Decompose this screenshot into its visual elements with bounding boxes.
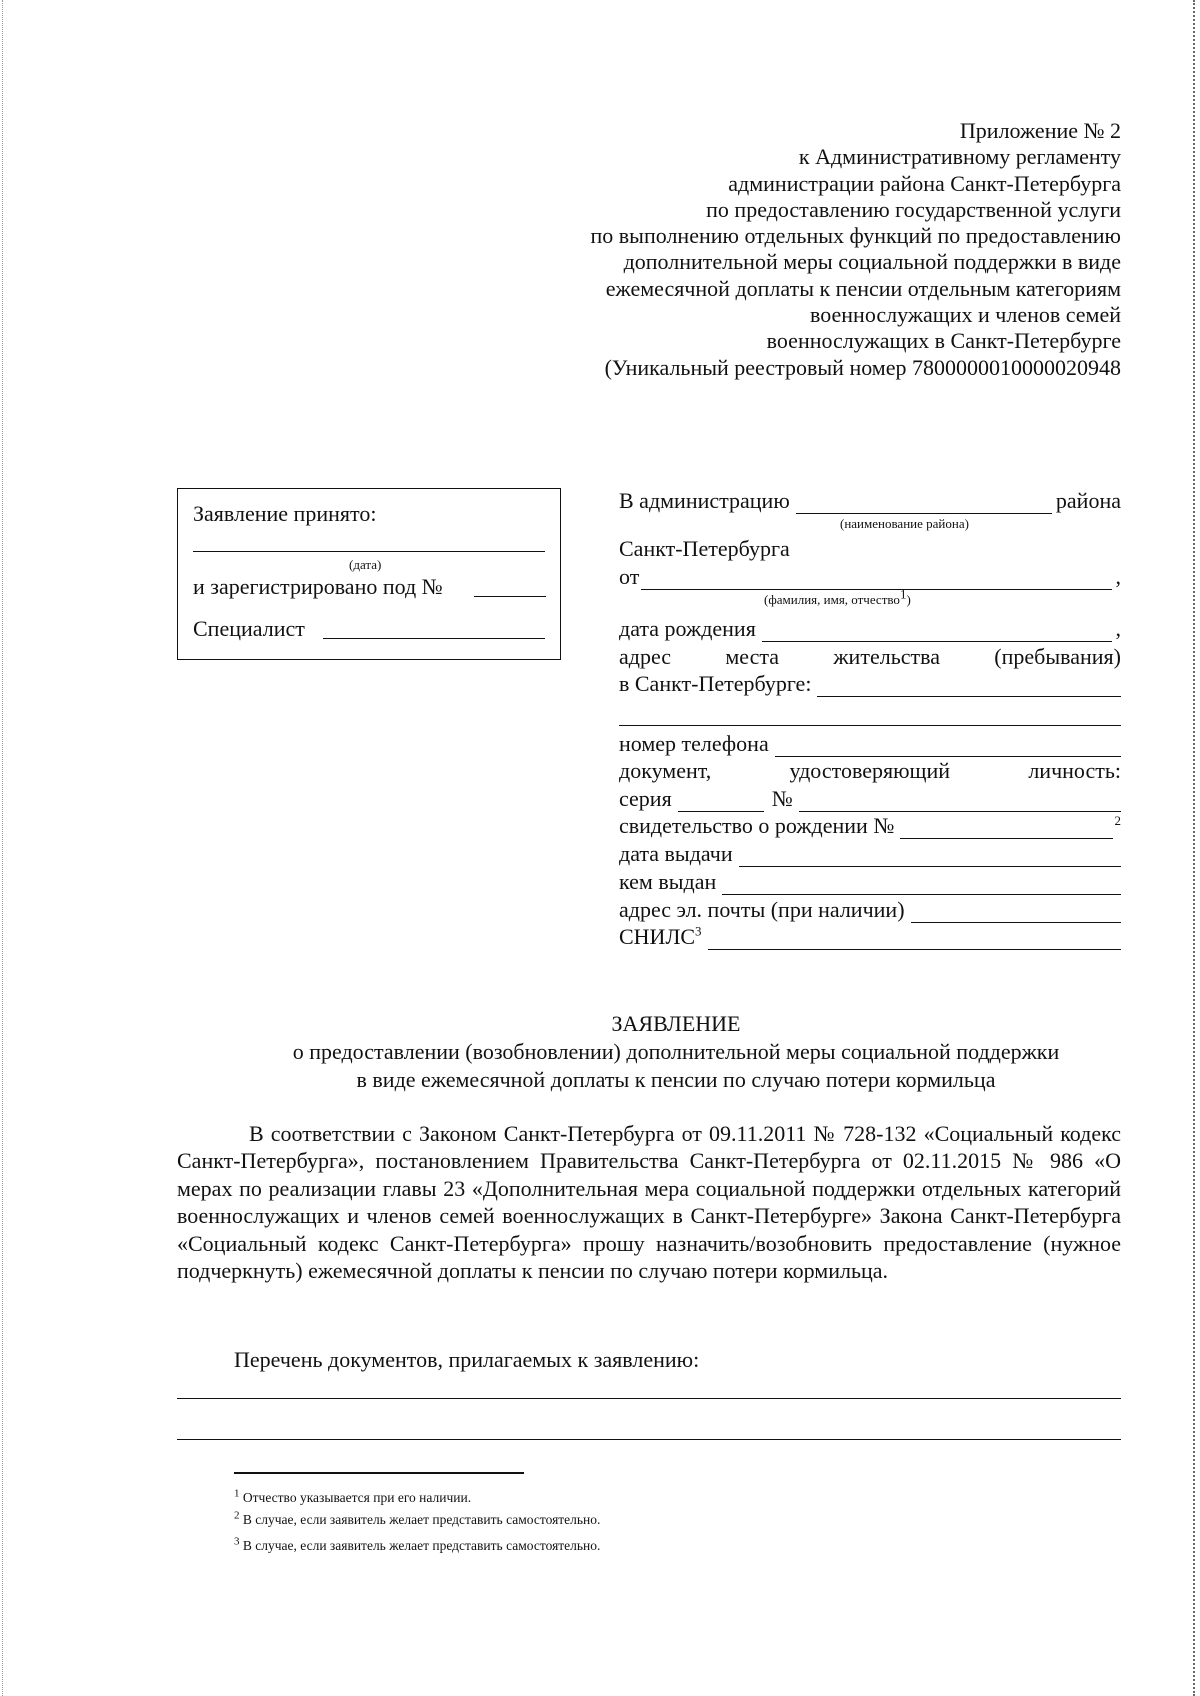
statement-subtitle: о предоставлении (возобновлении) дополнительной меры социальной поддержки bbox=[292, 1039, 1060, 1064]
address-row bbox=[619, 642, 1121, 670]
email-label: адрес эл. почты (при наличии) bbox=[619, 897, 905, 922]
birth-cert-label: свидетельство о рождении № bbox=[619, 813, 895, 838]
birth-label: дата рождения bbox=[619, 616, 756, 641]
email-row bbox=[619, 895, 1121, 923]
district-caption: (наименование района) bbox=[840, 516, 969, 531]
address-field[interactable] bbox=[817, 674, 1121, 697]
footnote-mark: 2 bbox=[234, 1509, 240, 1522]
accepted-date-field[interactable] bbox=[193, 551, 545, 552]
city-row bbox=[619, 534, 1121, 562]
city-label: Санкт-Петербурга bbox=[619, 536, 790, 561]
address-word: места bbox=[725, 644, 780, 669]
name-caption-note: 1 bbox=[899, 586, 907, 602]
specialist-label: Специалист bbox=[193, 616, 305, 641]
footnote-mark: 1 bbox=[234, 1487, 240, 1500]
birth-date-field[interactable] bbox=[762, 619, 1112, 642]
header-line: (Уникальный реестровый номер 7800000010000020948 bbox=[604, 354, 1121, 380]
name-caption bbox=[764, 586, 911, 608]
series-field[interactable] bbox=[678, 789, 764, 812]
registered-label: и зарегистрировано под № bbox=[193, 574, 443, 599]
birth-cert-row: свидетельство о рождении № $^2$ bbox=[619, 813, 1121, 838]
header-line: дополнительной меры социальной поддержки в виде bbox=[623, 249, 1121, 275]
email-field[interactable] bbox=[911, 900, 1121, 923]
series-row bbox=[619, 784, 1121, 812]
id-word: удостоверяющий bbox=[789, 758, 951, 783]
statement-title: ЗАЯВЛЕНИЕ bbox=[611, 1011, 741, 1036]
comma: , bbox=[1115, 564, 1121, 589]
footnote-text: В случае, если заявитель желает представить самостоятельно. bbox=[242, 1538, 601, 1553]
footnote-text: Отчество указывается при его наличии. bbox=[242, 1490, 472, 1505]
header-line: Приложение № 2 bbox=[959, 118, 1121, 143]
address-word: адрес bbox=[619, 644, 672, 669]
footnote bbox=[234, 1487, 472, 1506]
date-caption: (дата) bbox=[349, 557, 382, 572]
documents-field[interactable] bbox=[177, 1439, 1121, 1440]
address-city-label: в Санкт-Петербурге: bbox=[619, 671, 812, 696]
admin-prefix: В администрацию bbox=[619, 488, 790, 513]
footnote-text: В случае, если заявитель желает представить самостоятельно. bbox=[242, 1512, 601, 1527]
header-line: ежемесячной доплаты к пенсии отдельным категориям bbox=[605, 275, 1121, 301]
header-line: администрации района Санкт-Петербурга bbox=[728, 170, 1121, 196]
doc-number-field[interactable] bbox=[799, 789, 1121, 812]
issue-date-row bbox=[619, 839, 1121, 867]
specialist-field[interactable] bbox=[323, 638, 545, 639]
comma: , bbox=[1115, 616, 1121, 641]
full-name-field[interactable] bbox=[641, 567, 1111, 590]
from-label: от bbox=[619, 564, 640, 589]
applicant-form bbox=[619, 486, 1121, 956]
birth-cert-field[interactable] bbox=[900, 816, 1112, 839]
statement-subtitle: в виде ежемесячной доплаты к пенсии по случаю потери кормильца bbox=[356, 1067, 996, 1092]
address-word: жительства bbox=[833, 644, 940, 669]
birth-row bbox=[619, 614, 1121, 642]
address-field-continued[interactable] bbox=[619, 703, 1121, 726]
documents-list-label: Перечень документов, прилагаемых к заявлению: bbox=[234, 1347, 700, 1372]
id-word: документ, bbox=[619, 758, 712, 783]
name-caption-close: ) bbox=[906, 592, 911, 607]
from-row bbox=[619, 562, 1121, 590]
appendix-header bbox=[480, 118, 1121, 381]
id-word: личность: bbox=[1028, 758, 1121, 783]
footnote-separator bbox=[234, 1472, 524, 1474]
snils-text: СНИЛС bbox=[619, 924, 696, 949]
issued-by-row bbox=[619, 867, 1121, 895]
footnote bbox=[234, 1535, 601, 1554]
header-line: по выполнению отдельных функций по предоставлению bbox=[590, 223, 1121, 249]
issue-date-field[interactable] bbox=[739, 844, 1121, 867]
phone-row bbox=[619, 729, 1121, 757]
issued-by-field[interactable] bbox=[722, 872, 1121, 895]
snils-label bbox=[619, 924, 702, 950]
issued-by-label: кем выдан bbox=[619, 869, 717, 894]
admin-row bbox=[619, 486, 1121, 514]
header-line: по предоставлению государственной услуги bbox=[706, 196, 1121, 222]
header-line: военнослужащих в Санкт-Петербурге bbox=[766, 328, 1121, 354]
address-word: (пребывания) bbox=[994, 644, 1121, 669]
statement-body: В соответствии с Законом Санкт-Петербурга от 09.11.2011 № 728-132 «Социальный кодекс Санкт-Петербурга», постановлением Правительства Санкт-Петербурга от 02.11.2015 № 986 «О мерах по реализации главы 23 «Дополнительная мера социальной поддержки отдельных категорий военнослужащих и членов семей военнослужащих в Санкт-Петербурге» Закона Санкт-Петербурга «Социальный кодекс Санкт-Петербурга» прошу назначить/возобновить предоставление (нужное подчеркнуть) ежемесячной доплаты к пенсии по случаю потери кормильца. bbox=[177, 1121, 1121, 1284]
address-city-row bbox=[619, 669, 1121, 697]
registration-box bbox=[177, 488, 561, 660]
scan-edge-left bbox=[2, 0, 4, 1696]
phone-label: номер телефона bbox=[619, 731, 769, 756]
documents-field[interactable] bbox=[177, 1398, 1121, 1399]
number-label: № bbox=[771, 786, 793, 811]
footnote bbox=[234, 1509, 601, 1528]
header-line: к Административному регламенту bbox=[798, 144, 1121, 170]
registration-number-field[interactable] bbox=[474, 596, 546, 597]
accepted-label: Заявление принято: bbox=[193, 501, 377, 526]
snils-note: 3 bbox=[695, 923, 702, 939]
name-caption-text: (фамилия, имя, отчество bbox=[764, 592, 900, 607]
header-line: военнослужащих и членов семей bbox=[810, 302, 1121, 328]
district-field[interactable] bbox=[796, 491, 1052, 514]
snils-field[interactable] bbox=[708, 927, 1121, 950]
footnote-mark: 3 bbox=[234, 1535, 240, 1548]
series-label: серия bbox=[619, 786, 672, 811]
issue-date-label: дата выдачи bbox=[619, 841, 733, 866]
id-doc-row bbox=[619, 756, 1121, 784]
snils-row bbox=[619, 922, 1121, 950]
admin-suffix: района bbox=[1055, 488, 1121, 513]
address-continuation-row bbox=[619, 698, 1121, 726]
phone-field[interactable] bbox=[775, 734, 1121, 757]
scan-edge-right bbox=[1191, 0, 1195, 1696]
